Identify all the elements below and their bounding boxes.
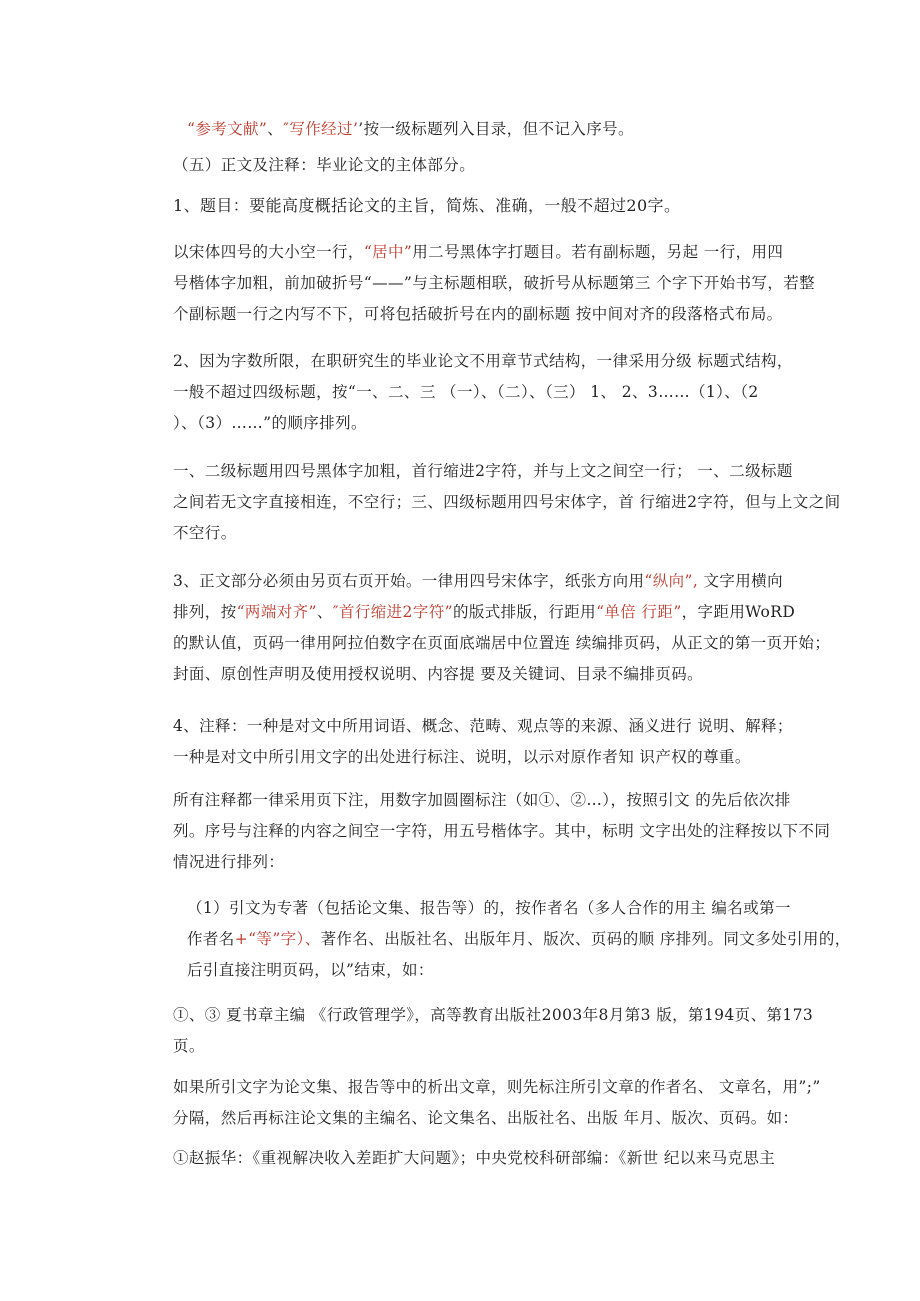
paragraph-article-citation [140,1072,821,1134]
text-line [173,190,823,221]
text-line [140,237,790,268]
text-run: （1）引文为专著（包括论文集、报告等）的，按作者名（多人合作的用主 编名或第一 [187,899,791,917]
highlighted-term: “居中” [363,243,413,261]
text-line [140,456,793,487]
text-line [140,487,841,518]
text-run: 号楷体字加粗，前加破折号“——”与主标题相联，破折号从标题第三 个字下开始书写，若整 [173,274,816,292]
text-run: 一般不超过四级标题，按“一、二、三 （一）、（二）、（三） 1、 2、3……（1）、（2 [173,383,759,401]
text-line [140,377,790,408]
text-run: 如果所引文字为论文集、报告等中的析出文章，则先标注所引文章的作者名、 文章名，用”;” [173,1078,821,1096]
paragraph-title-format [140,237,816,330]
highlighted-term: “单倍 行距” [596,603,682,621]
highlighted-term: +“等”字）、 [234,930,321,948]
text-run: 4、注释：一种是对文中所用词语、概念、范畴、观点等的来源、涵义进行 说明、解释； [173,717,793,735]
text-run: 著作名、出版社名、出版年月、版次、页码的顺 序排列。同文多处引用的， [320,930,851,948]
paragraph-section-five-heading [140,150,823,181]
text-run: 的默认值，页码一律用阿拉伯数字在页面底端居中位置连 续编排页码，从正文的第一页开始； [173,634,831,652]
text-line [140,1000,814,1031]
text-line [140,711,793,742]
text-line [140,742,790,773]
paragraph-citation-example-1 [140,1000,814,1062]
paragraph-notes-definition [140,711,793,773]
paragraph-heading-structure [140,346,793,439]
text-run: 一、二级标题用四号黑体字加粗，首行缩进2字符，并与上文之间空一行； 一、二级标题 [173,462,793,480]
text-line [140,628,831,659]
text-run: 封面、原创性声明及使用授权说明、内容提 要及关键词、目录不编排页码。 [173,665,704,683]
text-line [140,408,790,439]
text-run: ①、③ 夏书章主编 《行政管理学》，高等教育出版社2003年8月第3 版，第194页、第173 [173,1006,814,1024]
text-line [140,1143,790,1174]
text-run: 列。序号与注释的内容之间空一字符，用五号楷体字。其中，标明 文字出处的注释按以下不同 [173,822,831,840]
text-run: 情况进行排列： [173,853,285,871]
text-run: 1、题目：要能高度概括论文的主旨，简炼、准确，一般不超过20字。 [173,196,681,215]
text-line [140,847,790,878]
paragraph-footnote-rule [140,785,831,878]
text-run: 以宋体四号的大小空一行， [173,243,364,261]
text-line [140,955,790,986]
paragraph-citation-example-2 [140,1143,790,1174]
text-line [140,518,790,549]
text-run: 之间若无文字直接相连，不空行；三、四级标题用四号宋体字，首 行缩进2字符，但与上文之间 [173,493,841,511]
paragraph-title-rule [140,190,823,221]
text-run: 个副标题一行之内写不下，可将包括破折号在内的副标题 按中间对齐的段落格式布局。 [173,305,783,323]
text-run: 3、正文部分必须由另页右页开始。一律用四号宋体字，纸张方向用 [173,572,645,590]
text-line [173,150,823,181]
text-line [140,268,816,299]
paragraph-body-format [140,566,831,690]
highlighted-term: “纵向”, [644,572,699,590]
text-run: ）、（3）……”的顺序排列。 [173,414,367,432]
text-run: 分隔，然后再标注论文集的主编名、论文集名、出版社名、出版 年月、版次、页码。如： [173,1109,799,1127]
text-line [140,299,790,330]
text-run: 作者名 [187,930,235,948]
paragraph-monograph-citation [140,893,851,986]
text-run: ①赵振华：《重视解决收入差距扩大问题》；中央党校科研部编：《新世 纪以来马克思主 [173,1149,776,1167]
text-line [140,785,790,816]
text-line [140,924,851,955]
highlighted-term: “两端对齐” [236,603,317,621]
text-line [140,1031,790,1062]
text-run: 、 [267,120,284,138]
text-run: 不空行。 [173,524,237,542]
text-run: 后引直接注明页码，以”结束，如： [187,961,434,979]
text-line [140,893,790,924]
text-line [140,1072,821,1103]
text-run: 、 [316,603,333,621]
text-line [140,597,796,628]
text-line [140,816,831,847]
paragraph-heading-format [140,456,841,549]
text-run: 所有注释都一律采用页下注，用数字加圆圈标注（如①、②…），按照引文 的先后依次排 [173,791,791,809]
highlighted-term: ″首行缩进2字符” [332,603,453,621]
text-run: 2、因为字数所限，在职研究生的毕业论文不用章节式结构，一律采用分级 标题式结构， [173,352,793,370]
text-line [140,659,790,690]
text-run: ’按一级标题列入目录，但不记入序号。 [358,120,634,138]
text-line [140,1103,799,1134]
text-line [140,566,790,597]
text-run: 文字用横向 [698,572,783,590]
text-run: 用二号黑体字打题目。若有副标题，另起 一行，用四 [412,243,784,261]
text-run: 页。 [173,1037,205,1055]
text-run: 一种是对文中所引用文字的出处进行标注、说明，以示对原作者知 识产权的尊重。 [173,748,751,766]
highlighted-term: “参考文献” [187,120,268,138]
text-run: （五）正文及注释：毕业论文的主体部分。 [173,156,476,174]
paragraph-references-note [140,114,837,145]
text-run: 的版式排版，行距用 [452,603,597,621]
text-line [140,346,793,377]
highlighted-term: ″写作经过’ [283,120,359,138]
text-run: ，字距用WoRD [681,603,796,621]
text-run: 排列，按 [173,603,237,621]
text-line [187,114,837,145]
